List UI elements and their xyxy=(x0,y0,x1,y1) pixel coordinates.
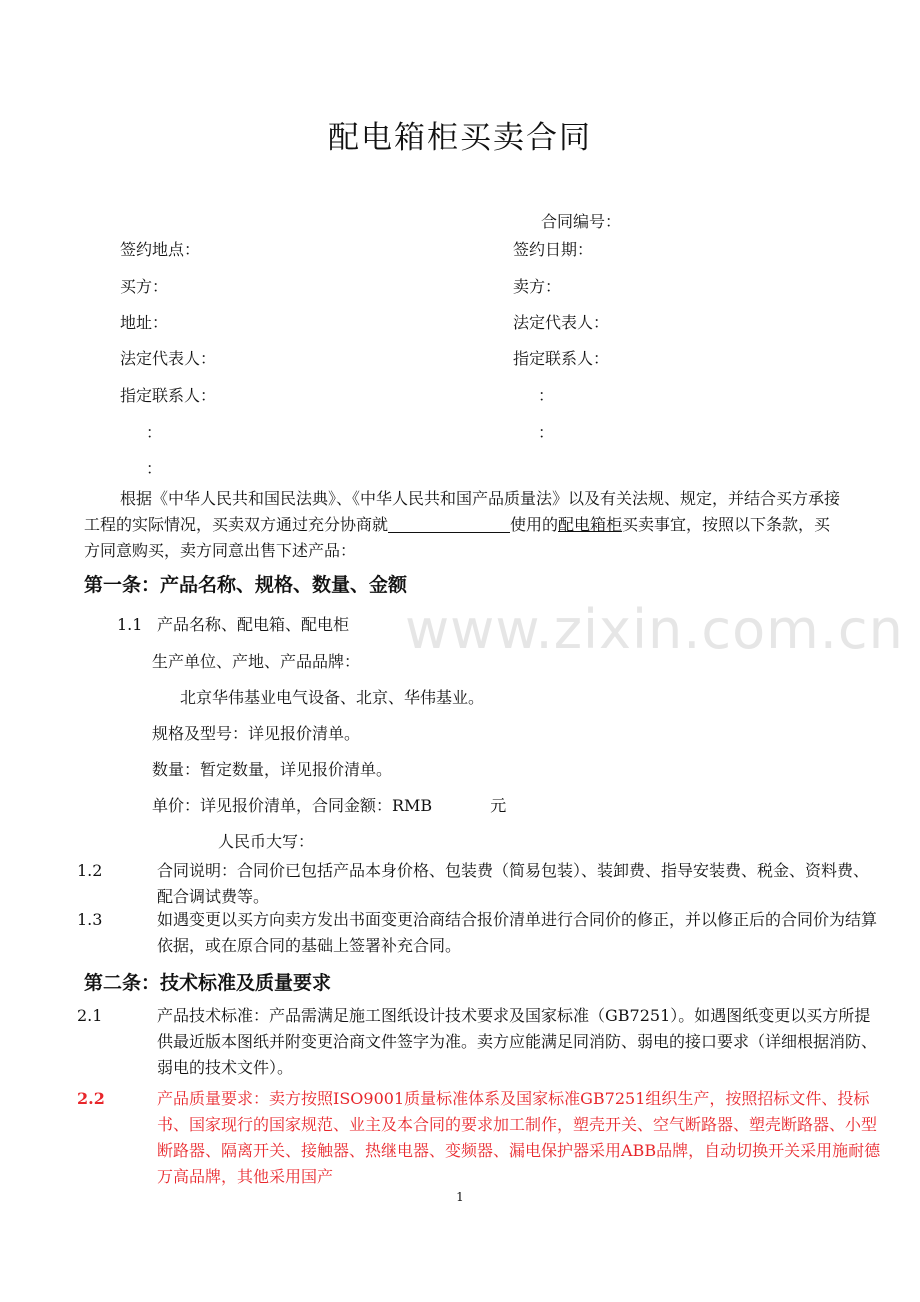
address-label: 地址： xyxy=(120,313,169,332)
watermark: www.zixin.com.cn xyxy=(405,598,904,661)
fill-blank xyxy=(388,514,510,533)
sign-date-label: 签约日期： xyxy=(513,240,594,259)
buyer-contact-label: 指定联系人： xyxy=(120,386,217,405)
price-text: 单价：详见报价清单，合同金额：RMB xyxy=(152,796,433,815)
document-title: 配电箱柜买卖合同 xyxy=(328,120,592,156)
item-number: 1.3 xyxy=(77,910,103,929)
price-line xyxy=(152,794,506,818)
item-number: 2.2 xyxy=(77,1089,105,1108)
item-number: 1.2 xyxy=(77,861,103,880)
rmb-uppercase-label: 人民币大写： xyxy=(218,832,315,851)
item-text: 合同说明：合同价已包括产品本身价格、包装费（简易包装）、装卸费、指导安装费、税金、资料费、配合调试费等。 xyxy=(157,861,870,906)
section-2-heading: 第二条：技术标准及质量要求 xyxy=(84,972,332,994)
buyer-representative-label: 法定代表人： xyxy=(120,349,217,368)
colon-field: ： xyxy=(538,386,555,405)
intro-paragraph xyxy=(84,486,840,564)
quantity-line: 数量：暂定数量，详见报价清单。 xyxy=(152,760,393,779)
intro-text-2: 使用的 xyxy=(510,515,559,534)
spec-line: 规格及型号：详见报价清单。 xyxy=(152,724,361,743)
item-1-3 xyxy=(77,907,883,959)
item-text: 产品名称、配电箱、配电柜 xyxy=(157,615,350,634)
colon-field: ： xyxy=(538,423,555,442)
item-1-2 xyxy=(77,858,883,910)
sign-place-label: 签约地点： xyxy=(120,240,201,259)
item-text: 产品质量要求：卖方按照ISO9001质量标准体系及国家标准GB7251组织生产，按照招标文件、投标书、国家现行的国家规范、业主及本合同的要求加工制作，塑壳开关、空气断路器、塑壳断路器、小型断路器、隔离开关、接触器、热继电器、变频器、漏电保护器采用ABB品牌，自动切换开关采用施耐德万高品牌，其他采用国产 xyxy=(157,1089,881,1186)
item-1-1 xyxy=(117,613,349,637)
colon-field: ： xyxy=(146,423,163,442)
buyer-label: 买方： xyxy=(120,277,169,296)
colon-field: ： xyxy=(146,459,163,478)
seller-contact-label: 指定联系人： xyxy=(513,349,610,368)
item-2-1 xyxy=(77,1003,883,1081)
contract-number-label: 合同编号： xyxy=(541,212,622,231)
intro-underlined-term: 配电箱柜 xyxy=(558,515,623,534)
intro-text-1: 根据《中华人民共和国民法典》、《中华人民共和国产品质量法》以及有关法规、规定，并结合买方承接工程的实际情况，买卖双方通过充分协商就 xyxy=(84,489,841,534)
item-text: 如遇变更以买方向卖方发出书面变更洽商结合报价清单进行合同价的修正，并以修正后的合同价为结算依据，或在原合同的基础上签署补充合同。 xyxy=(157,910,878,955)
producer-value: 北京华伟基业电气设备、北京、华伟基业。 xyxy=(180,688,485,707)
seller-representative-label: 法定代表人： xyxy=(513,313,610,332)
item-2-2 xyxy=(77,1086,883,1190)
section-1-heading: 第一条：产品名称、规格、数量、金额 xyxy=(84,574,408,596)
item-number: 2.1 xyxy=(77,1006,103,1025)
producer-label: 生产单位、产地、产品品牌： xyxy=(152,652,361,671)
price-unit: 元 xyxy=(490,796,507,815)
page-number: 1 xyxy=(456,1190,464,1204)
intro-text-3: 买卖事宜，按照以下条款，买方同意购买，卖方同意出售下述产品： xyxy=(84,515,831,560)
seller-label: 卖方： xyxy=(513,277,562,296)
item-number: 1.1 xyxy=(117,615,143,634)
item-text: 产品技术标准：产品需满足施工图纸设计技术要求及国家标准（GB7251）。如遇图纸变更以买方所提供最近版本图纸并附变更洽商文件签字为准。卖方应能满足同消防、弱电的接口要求（详细根据消防、弱电的技术文件）。 xyxy=(157,1006,878,1077)
